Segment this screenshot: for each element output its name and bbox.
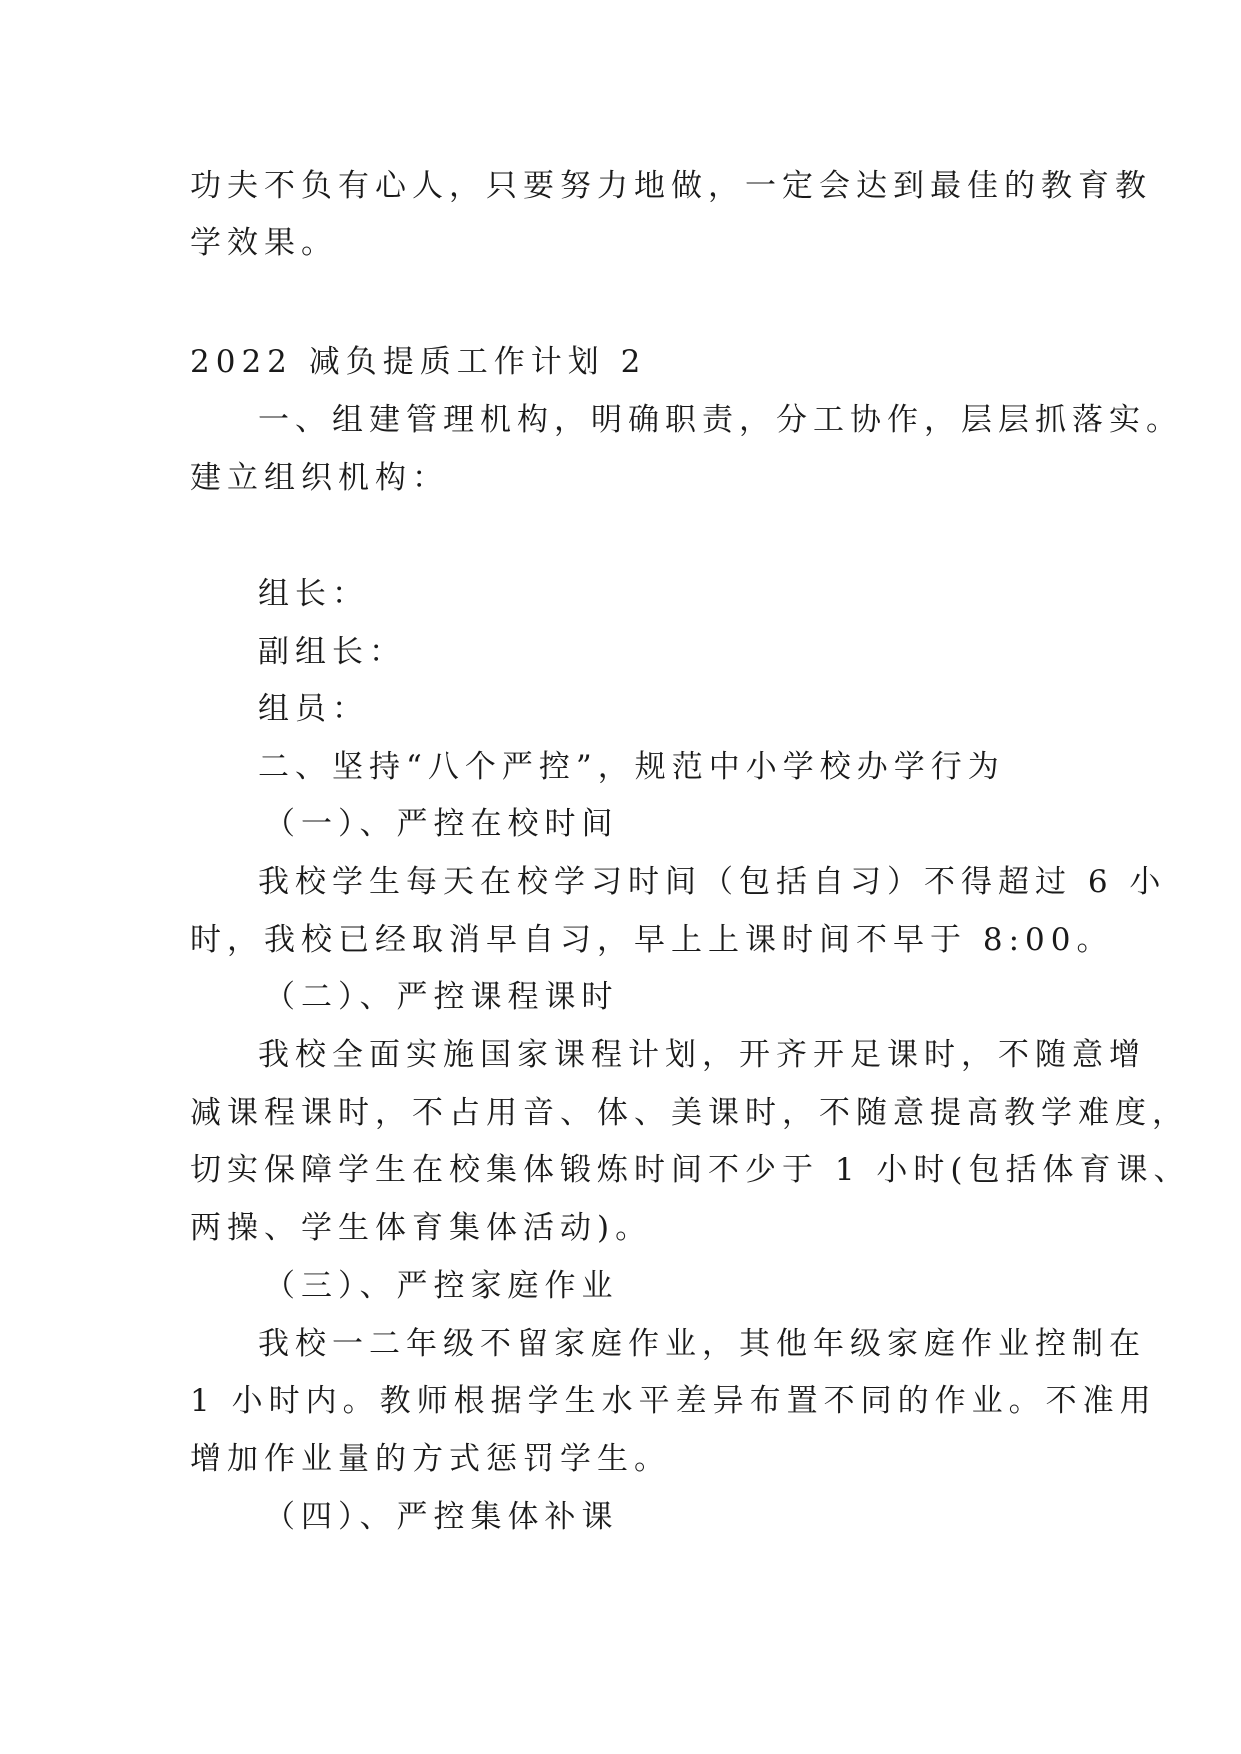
paragraph-line: 1 小时内。教师根据学生水平差异布置不同的作业。不准用 bbox=[190, 1383, 1157, 1419]
subheading-line: （四）、严控集体补课 bbox=[264, 1499, 619, 1535]
subheading-line: （二）、严控课程课时 bbox=[264, 979, 619, 1015]
paragraph-line: 两操、学生体育集体活动)。 bbox=[190, 1210, 653, 1246]
paragraph-line: 我校一二年级不留家庭作业，其他年级家庭作业控制在 bbox=[258, 1326, 1146, 1362]
paragraph-line: 建立组织机构： bbox=[190, 460, 449, 496]
paragraph-line: 学效果。 bbox=[190, 225, 338, 261]
paragraph-line: 我校学生每天在校学习时间（包括自习）不得超过 6 小 bbox=[258, 864, 1167, 900]
paragraph-line: 一、组建管理机构，明确职责，分工协作，层层抓落实。 bbox=[258, 402, 1183, 438]
section-title: 2022 减负提质工作计划 2 bbox=[190, 344, 647, 380]
paragraph-line: 时，我校已经取消早自习，早上上课时间不早于 8:00。 bbox=[190, 922, 1114, 958]
role-label-leader: 组长： bbox=[258, 576, 369, 612]
role-label-members: 组员： bbox=[258, 691, 369, 727]
subheading-line: （三）、严控家庭作业 bbox=[264, 1268, 619, 1304]
heading-line: 二、坚持“八个严控”，规范中小学校办学行为 bbox=[258, 749, 1005, 785]
paragraph-line: 功夫不负有心人，只要努力地做，一定会达到最佳的教育教 bbox=[190, 168, 1152, 204]
paragraph-line: 减课程课时，不占用音、体、美课时，不随意提高教学难度， bbox=[190, 1095, 1189, 1131]
paragraph-line: 我校全面实施国家课程计划，开齐开足课时，不随意增 bbox=[258, 1037, 1146, 1073]
subheading-line: （一）、严控在校时间 bbox=[264, 806, 619, 842]
paragraph-line: 增加作业量的方式惩罚学生。 bbox=[190, 1441, 671, 1477]
role-label-deputy: 副组长： bbox=[258, 634, 406, 670]
paragraph-line: 切实保障学生在校集体锻炼时间不少于 1 小时(包括体育课、 bbox=[190, 1152, 1191, 1188]
